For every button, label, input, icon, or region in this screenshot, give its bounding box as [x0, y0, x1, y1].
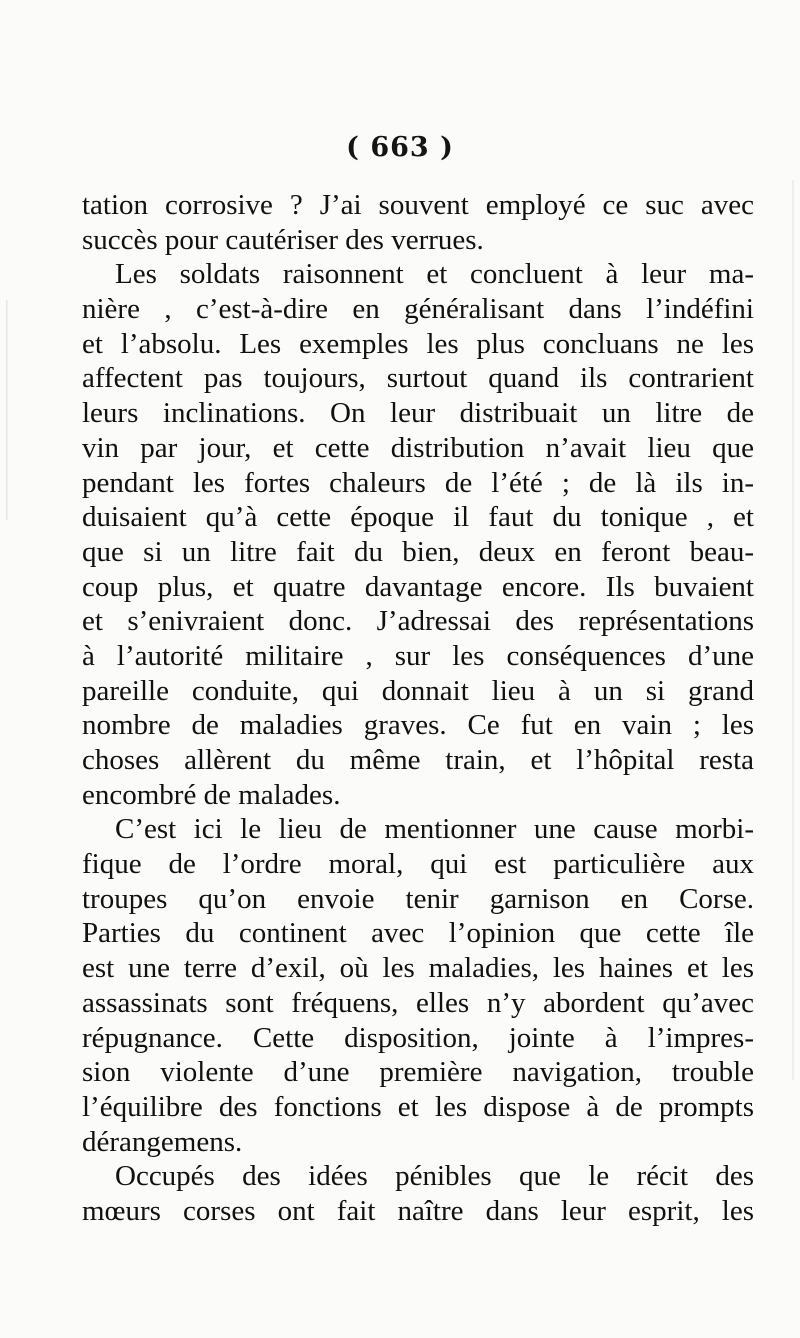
text-line: mœurs corses ont fait naître dans leur esprit, les: [82, 1194, 754, 1227]
text-line: est une terre d’exil, où les maladies, les haines et les: [82, 952, 754, 985]
text-line: vin par jour, et cette distribution n’avait lieu que: [82, 431, 754, 464]
page-number: ( 663 ): [346, 132, 454, 163]
text-line: tation corrosive ? J’ai souvent employé ce suc avec: [82, 189, 754, 221]
text-line: duisaient qu’à cette époque il faut du tonique , et: [82, 501, 754, 534]
text-line: coup plus, et quatre davantage encore. Ils buvaient: [82, 570, 754, 603]
text-line: fique de l’ordre moral, qui est particulière aux: [82, 848, 754, 881]
text-line: Les soldats raisonnent et concluent à leur ma-: [115, 258, 754, 291]
text-line: encombré de malades.: [82, 778, 341, 811]
text-line: succès pour cautériser des verrues.: [82, 223, 484, 256]
text-line: sion violente d’une première navigation, trouble: [82, 1056, 754, 1089]
text-line: pendant les fortes chaleurs de l’été ; de là ils in-: [82, 466, 754, 499]
text-line: C’est ici le lieu de mentionner une cause morbi-: [115, 813, 754, 846]
text-line: assassinats sont fréquens, elles n’y abordent qu’avec: [82, 986, 754, 1019]
text-line: l’équilibre des fonctions et les dispose à de prompts: [82, 1090, 754, 1123]
text-line: pareille conduite, qui donnait lieu à un si grand: [82, 674, 754, 707]
text-line: nombre de maladies graves. Ce fut en vain ; les: [82, 709, 754, 742]
text-line: et l’absolu. Les exemples les plus concluans ne les: [82, 327, 754, 360]
text-line: dérangemens.: [82, 1125, 243, 1158]
text-line: leurs inclinations. On leur distribuait un litre de: [82, 397, 754, 430]
text-line: à l’autorité militaire , sur les conséquences d’une: [82, 639, 754, 672]
text-line: affectent pas toujours, surtout quand ils contrarient: [82, 362, 754, 395]
text-line: Parties du continent avec l’opinion que cette île: [82, 917, 754, 950]
text-line: Occupés des idées pénibles que le récit des: [115, 1160, 754, 1193]
text-line: répugnance. Cette disposition, jointe à l’impres-: [82, 1021, 754, 1054]
text-line: choses allèrent du même train, et l’hôpital resta: [82, 744, 754, 776]
body-text: [82, 188, 754, 1229]
text-line: troupes qu’on envoie tenir garnison en Corse.: [82, 882, 754, 915]
text-line: et s’enivraient donc. J’adressai des représentations: [82, 605, 754, 638]
text-line: nière , c’est-à-dire en généralisant dans l’indéfini: [82, 293, 754, 326]
text-line: que si un litre fait du bien, deux en feront beau-: [82, 535, 754, 568]
